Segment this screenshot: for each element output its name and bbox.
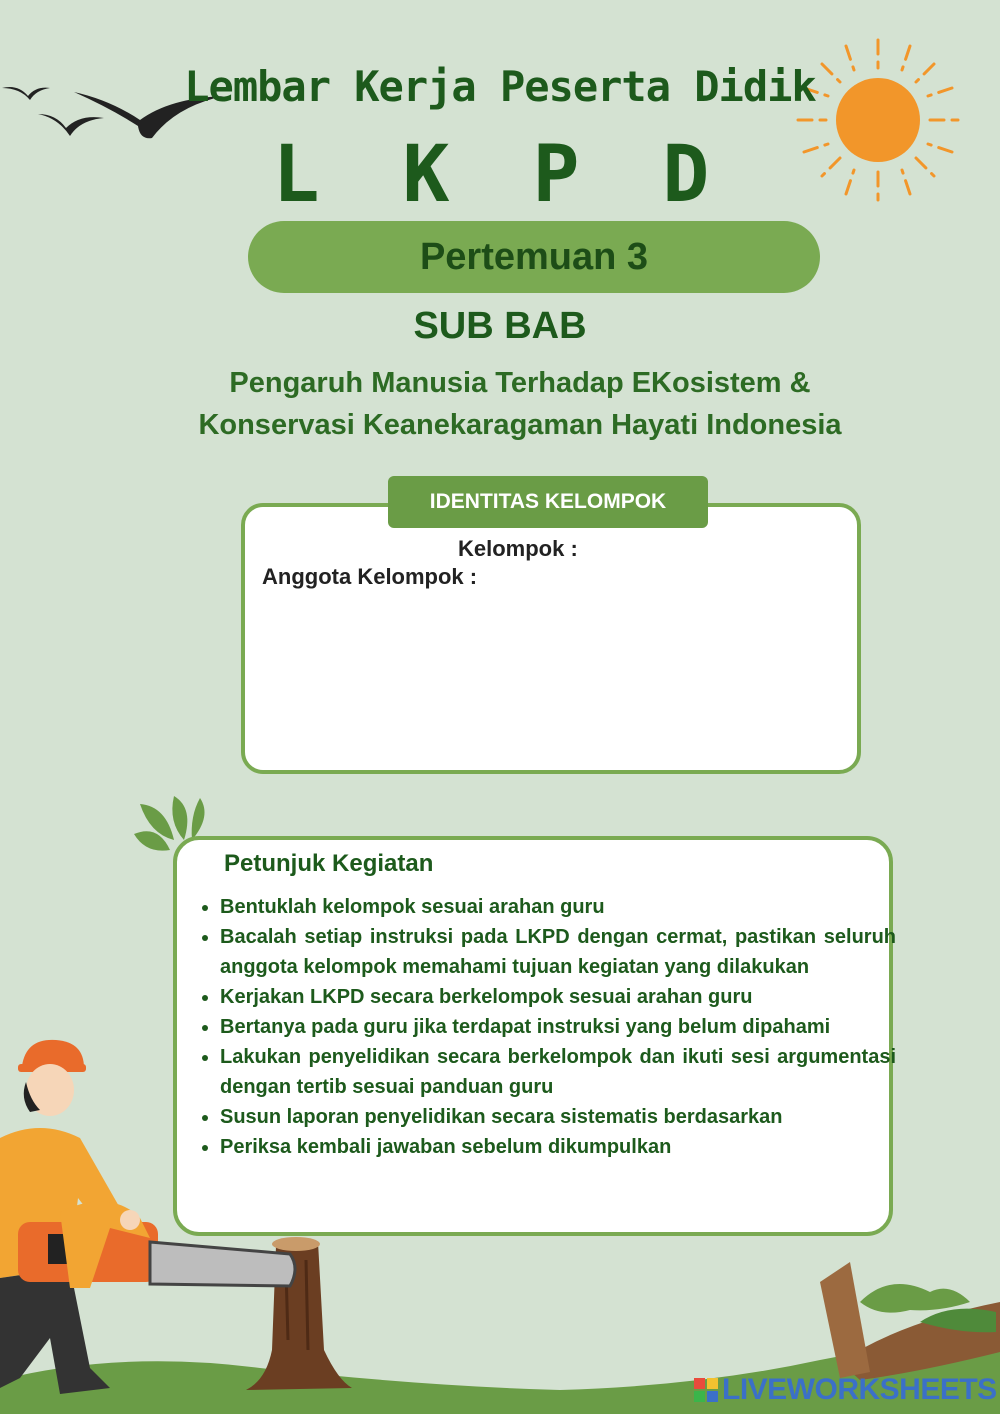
list-item: • Periksa kembali jawaban sebelum dikumpulkan — [220, 1132, 896, 1162]
topic-line-1: Pengaruh Manusia Terhadap EKosistem & — [229, 367, 811, 399]
meeting-badge: Pertemuan 3 — [248, 221, 820, 293]
instructions-heading: Petunjuk Kegiatan — [224, 850, 434, 877]
section-label: SUB BAB — [413, 305, 587, 347]
members-label: Anggota Kelompok : — [262, 564, 478, 589]
liveworksheets-logo-icon — [694, 1378, 718, 1402]
worksheet-subtitle: Lembar Kerja Peserta Didik — [184, 62, 816, 111]
logs-illustration — [800, 1262, 1000, 1382]
identity-tab: IDENTITAS KELOMPOK — [388, 476, 708, 528]
list-item: • Susun laporan penyelidikan secara sistematis berdasarkan — [220, 1102, 896, 1132]
instructions-list — [196, 892, 896, 1162]
list-item: • Lakukan penyelidikan secara berkelompok dan ikuti sesi argumentasi dengan tertib sesuai panduan guru — [220, 1042, 896, 1102]
topic-line-2: Konservasi Keanekaragaman Hayati Indonesia — [198, 409, 842, 441]
list-item: • Bentuklah kelompok sesuai arahan guru — [220, 892, 896, 922]
list-item: • Kerjakan LKPD secara berkelompok sesuai arahan guru — [220, 982, 896, 1012]
group-label: Kelompok : — [458, 536, 578, 561]
list-item: • Bacalah setiap instruksi pada LKPD dengan cermat, pastikan seluruh anggota kelompok memahami tujuan kegiatan yang dilakukan — [220, 922, 896, 982]
lumberjack-illustration — [0, 1038, 300, 1408]
watermark: LIVEWORKSHEETS — [722, 1373, 997, 1406]
page-title: L K P D — [272, 130, 728, 220]
list-item: • Bertanya pada guru jika terdapat instruksi yang belum dipahami — [220, 1012, 896, 1042]
topic-title — [60, 362, 980, 446]
